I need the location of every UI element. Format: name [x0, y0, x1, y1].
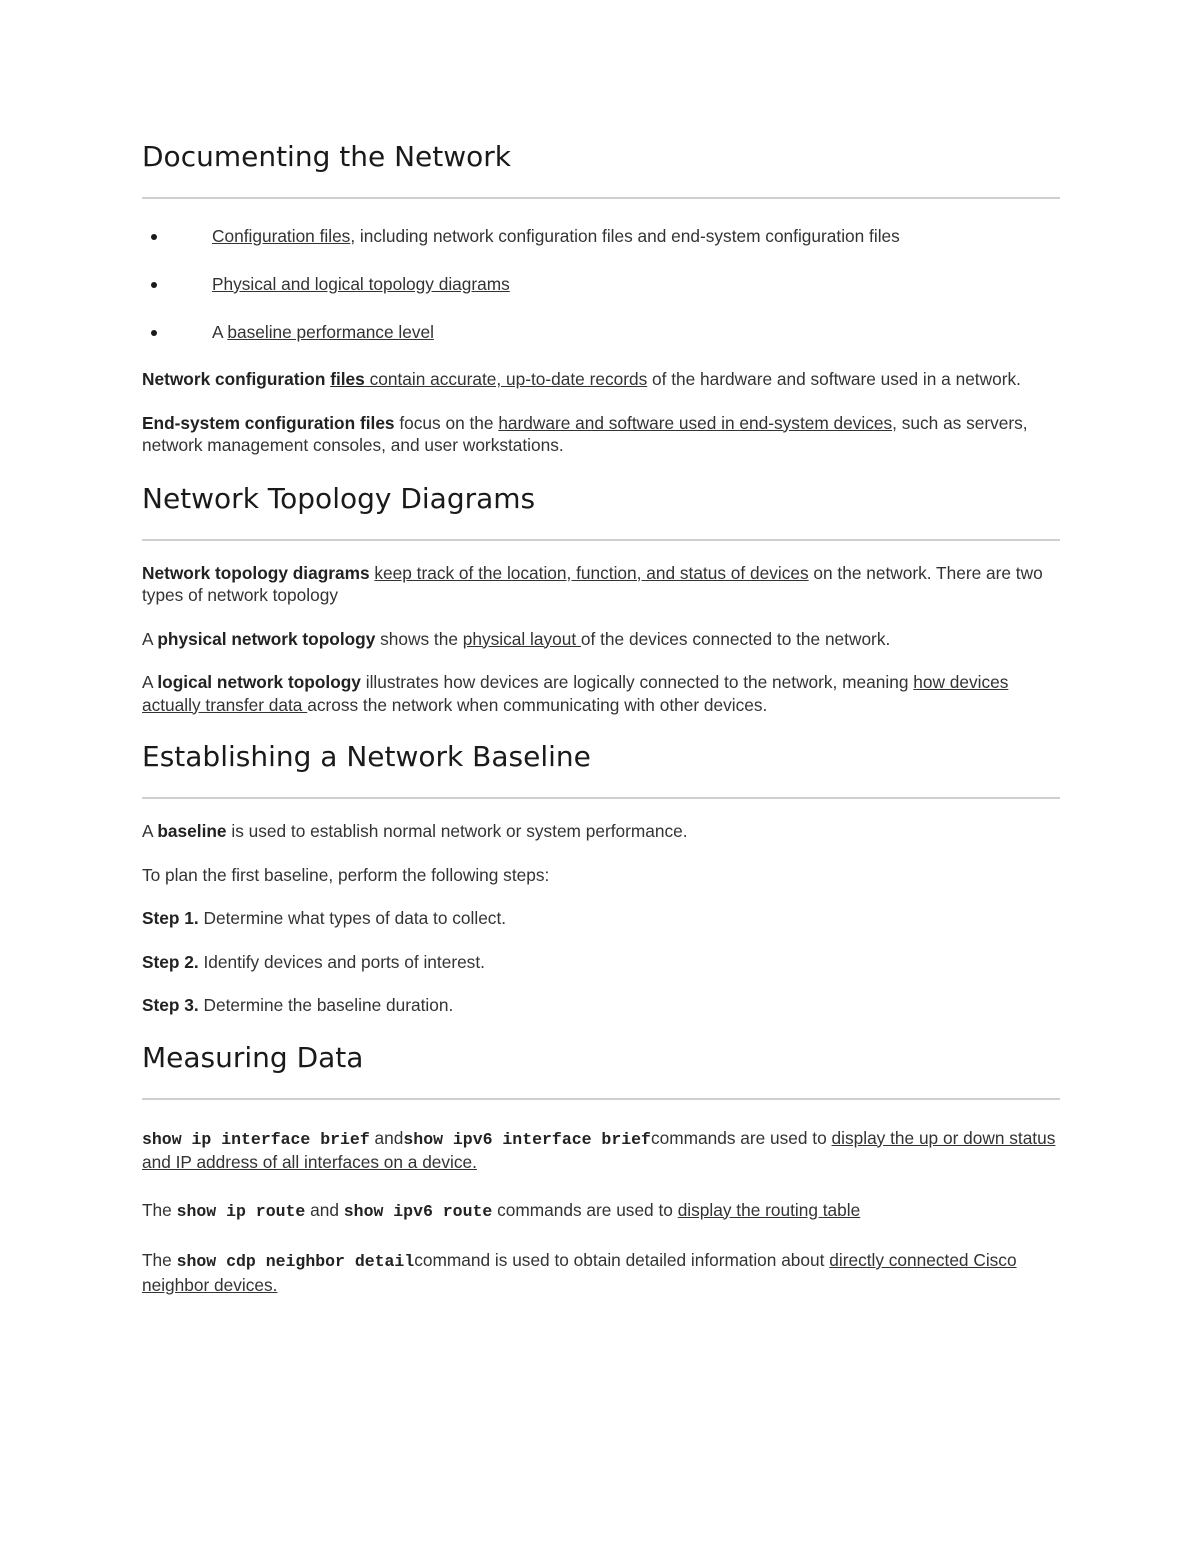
section-heading-baseline: Establishing a Network Baseline — [142, 740, 591, 773]
code-command: show ip interface brief — [142, 1129, 370, 1149]
link-configuration-files[interactable]: Configuration files — [212, 226, 351, 246]
paragraph-logical-topology — [142, 671, 1060, 716]
paragraph-text: The — [142, 1250, 177, 1270]
list-item-text: A — [212, 322, 228, 342]
bold-term: End-system configuration files — [142, 412, 395, 433]
paragraph-network-config-files — [142, 368, 1060, 391]
paragraph-text: on the network. There are two types of network topology — [142, 562, 1043, 605]
step-2 — [142, 951, 1060, 974]
section-divider — [142, 797, 1060, 799]
section-heading-topology: Network Topology Diagrams — [142, 481, 536, 515]
bold-term: logical network topology — [157, 672, 361, 692]
bullet-list — [142, 225, 1060, 343]
paragraph-text: , such as servers, network management consoles, and user workstations. — [142, 412, 1028, 455]
paragraph-text: and — [369, 1127, 404, 1148]
paragraph-baseline — [142, 820, 1060, 843]
paragraph-end-system-files — [142, 412, 1060, 457]
paragraph-text: is used to establish normal network or system performance. — [226, 821, 688, 841]
paragraph-text: A — [142, 672, 158, 692]
link-cisco-neighbors[interactable]: directly connected Cisco neighbor devices. — [142, 1250, 1017, 1295]
section-heading-documenting: Documenting the Network — [142, 140, 512, 173]
paragraph-topology-diagrams — [142, 562, 1060, 607]
paragraph-text: illustrates how devices are logically connected to the network, meaning — [360, 672, 914, 692]
link-topology-diagrams[interactable]: Physical and logical topology diagrams — [212, 274, 510, 294]
paragraph-text: commands are used to — [650, 1127, 832, 1148]
bullet-icon — [151, 234, 157, 240]
step-label: Step 3. — [142, 995, 199, 1015]
link-routing-table[interactable]: display the routing table — [677, 1199, 861, 1220]
paragraph-text: shows the — [375, 628, 463, 649]
list-item — [142, 321, 1060, 343]
paragraph-text: of the hardware and software used in a network. — [647, 369, 1021, 389]
link-accurate-records[interactable]: contain accurate, up-to-date records — [364, 369, 648, 389]
step-text: Identify devices and ports of interest. — [198, 951, 485, 972]
paragraph-text: commands are used to — [492, 1199, 678, 1220]
section-divider — [142, 539, 1060, 541]
step-text: Determine the baseline duration. — [198, 995, 454, 1015]
section-divider — [142, 1098, 1060, 1100]
bold-term: Network configuration — [142, 369, 326, 389]
link-end-system-devices[interactable]: hardware and software used in end-system devices — [498, 412, 893, 433]
paragraph-text: command is used to obtain detailed information about — [414, 1250, 830, 1270]
paragraph-text: across the network when communicating with other devices. — [307, 694, 768, 715]
paragraph-text: The — [142, 1199, 177, 1220]
list-item-text: , including network configuration files and end-system configuration files — [350, 226, 900, 246]
bold-link-files[interactable]: files — [330, 369, 365, 389]
link-physical-layout[interactable]: physical layout — [462, 628, 581, 649]
step-label: Step 2. — [142, 951, 199, 972]
list-item — [142, 225, 1060, 247]
paragraph-text: A — [142, 628, 158, 649]
paragraph-text: of the devices connected to the network. — [580, 628, 891, 649]
link-transfer-data[interactable]: how devices actually transfer data — [142, 672, 1009, 715]
step-3 — [142, 994, 1060, 1017]
bullet-icon — [151, 330, 157, 336]
paragraph-plan-baseline: To plan the first baseline, perform the following steps: — [142, 864, 550, 885]
code-command: show ip route — [176, 1201, 306, 1221]
bold-term: Network topology diagrams — [142, 562, 370, 583]
list-item — [142, 273, 1060, 295]
link-keep-track[interactable]: keep track of the location, function, and status of devices — [374, 562, 809, 583]
paragraph-text: and — [305, 1199, 344, 1220]
step-text: Determine what types of data to collect. — [198, 908, 507, 928]
paragraph-show-ip-interface — [142, 1127, 1060, 1174]
section-heading-measuring: Measuring Data — [142, 1040, 364, 1074]
paragraph-show-cdp — [142, 1249, 1060, 1296]
bullet-icon — [151, 282, 157, 288]
code-command: show ipv6 interface brief — [403, 1129, 651, 1149]
paragraph-text: focus on the — [394, 412, 499, 433]
code-command: show cdp neighbor detail — [176, 1252, 415, 1271]
code-command: show ipv6 route — [343, 1201, 493, 1221]
section-divider — [142, 197, 1060, 199]
document-body — [142, 138, 1060, 1296]
step-label: Step 1. — [142, 908, 199, 928]
paragraph-show-ip-route — [142, 1199, 1060, 1224]
paragraph-physical-topology — [142, 628, 1060, 651]
bold-term: baseline — [157, 821, 227, 841]
paragraph-text: A — [142, 821, 158, 841]
link-baseline-performance[interactable]: baseline performance level — [227, 322, 434, 342]
link-interface-status[interactable]: display the up or down status and IP address of all interfaces on a device. — [142, 1127, 1056, 1172]
bold-term: physical network topology — [157, 628, 376, 649]
step-1 — [142, 907, 1060, 930]
